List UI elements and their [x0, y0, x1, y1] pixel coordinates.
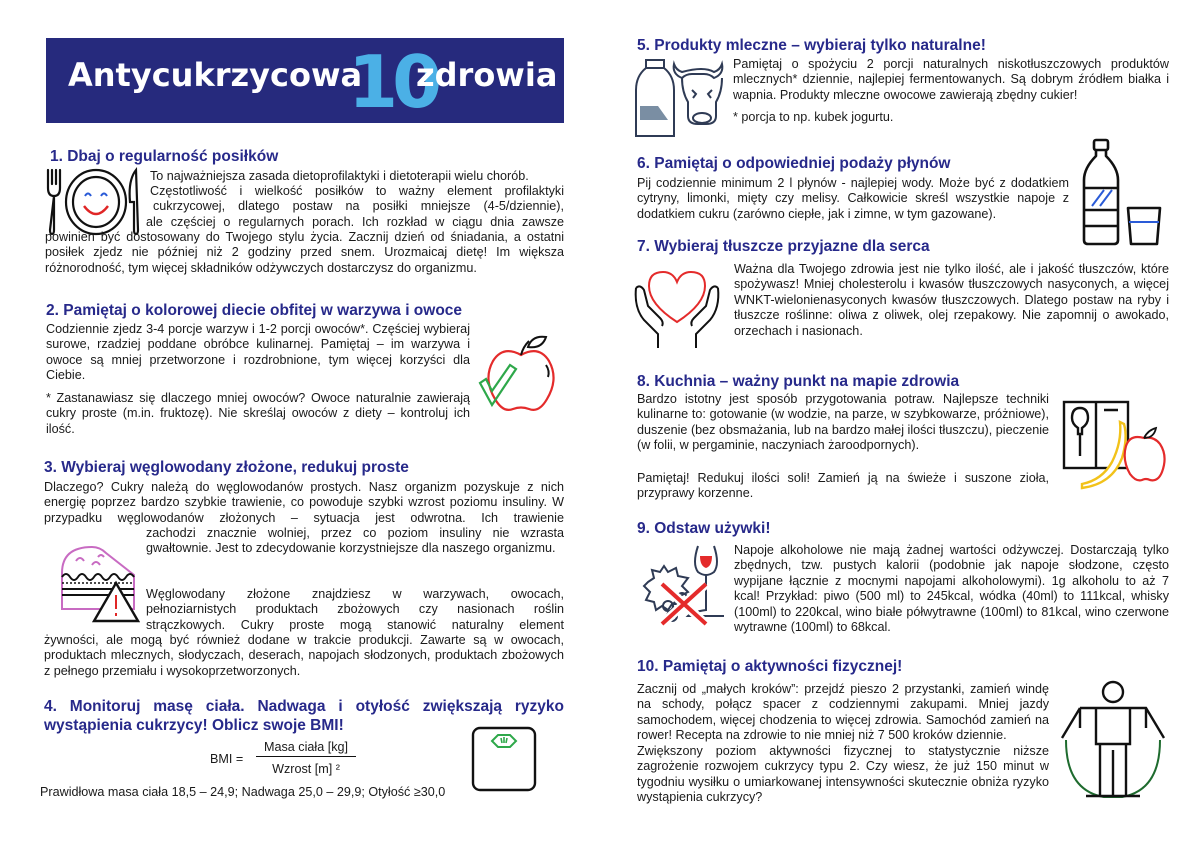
section-4-heading-line-2: wystąpienia cukrzycy! Oblicz swoje BMI! — [44, 717, 344, 734]
bmi-numerator: Masa ciała [kg] — [256, 740, 356, 757]
section-3-heading: 3. Wybieraj węglowodany złożone, redukuj proste — [44, 459, 409, 476]
section-4-heading-line-1: 4. Monitoruj masę ciała. Nadwaga i otyłość zwiększają ryzyko — [44, 698, 564, 715]
section-1-text: powinien być dostosowany do Twojego stylu życia. Zacznij dzień od śniadania, a ostatni posiłek zjedz nie później niż 2 godziny przed snem. Urozmaicaj dietę! Im większa różnorodność, tym więcej składników odżywczych dostarczysz do organizmu. — [45, 230, 564, 275]
bmi-label: BMI = — [210, 752, 244, 766]
section-1-line-2: Częstotliwość i wielkość posiłków to ważny element profilaktyki — [150, 184, 564, 198]
section-7-text: Ważna dla Twojego zdrowia jest nie tylko ilość, ale i jakość tłuszczów, które spożywasz! Mniej cholesterolu i kwasów tłuszczowych nasyconych, a więcej WNKT-wielonienasyconych kwasów tłuszczowych. Dlatego postaw na ryby i tłuszcze roślinne: oliwa z oliwek, olej rzepakowy. Nie zapomnij o awokado, orzechach i nasionach. — [734, 262, 1169, 338]
section-10-heading: 10. Pamiętaj o aktywności fizycznej! — [637, 658, 903, 675]
title-number: 10 — [348, 40, 437, 124]
section-3-text-top: Dlaczego? Cukry należą do węglowodanów prostych. Nasz organizm pozyskuje z nich energię poprzez bardzo szybkie trawienie, co powoduje szybki wzrost poziomu insuliny. W przypadku węglowodanów złożonych – sytuacja jest odwrotna. Ich trawienie — [44, 480, 564, 525]
no-alcohol-icon — [640, 544, 732, 630]
water-bottle-glass-icon — [1080, 138, 1172, 248]
plate-cutlery-smile-icon — [44, 166, 149, 238]
title-word-1: Antycukrzycowa — [68, 56, 363, 94]
apple-checkmark-icon — [476, 335, 566, 415]
hands-heart-icon — [632, 262, 722, 352]
section-3-text-side-2: Węglowodany złożone znajdziesz w warzywach, owocach, pełnoziarnistych produktach zbożowych czy nasionach roślin strączkowych. Cukry proste mogą stanowić naturalny element — [146, 587, 564, 632]
section-1-heading: 1. Dbaj o regularność posiłków — [50, 148, 279, 165]
bathroom-scale-icon — [470, 725, 540, 795]
section-1-line-3: cukrzycowej, dlatego postaw na posiłki mniejsze (4-5/dziennie), — [153, 199, 564, 213]
section-3-text-bottom: żywności, ale mogą być również dodane w trakcie produkcji. Zawarte są w owocach, produktach mlecznych, słodyczach, deserach, napojach słodzonych, produktach zbożowych z pełnego przemiału i wysokoprzetworzonych. — [44, 633, 564, 678]
section-10-text-2: Zwiększony poziom aktywności fizycznej to statystycznie niższe zagrożenie rozwojem cukrzycy typu 2. Czy wiesz, że już 150 minut w tygodniu wysiłku o umiarkowanej intensywności skutecznie obniża ryzyko wystąpienia cukrzycy? — [637, 744, 1049, 805]
bmi-denominator: Wzrost [m] ² — [272, 762, 340, 776]
title-word-2: zdrowia — [416, 56, 558, 94]
bmi-ranges: Prawidłowa masa ciała 18,5 – 24,9; Nadwaga 25,0 – 29,9; Otyłość ≥30,0 — [40, 785, 446, 799]
section-1-line-1: To najważniejsza zasada dietoprofilaktyki i dietoterapii wielu chorób. — [150, 169, 529, 183]
milk-bottle-cow-icon — [634, 58, 726, 140]
section-8-text: Bardzo istotny jest sposób przygotowania potraw. Najlepsze techniki kulinarne to: gotowanie (w wodzie, na parze, w szybkowarze, próżniowe), duszenie (bez obsmażania, lub na bardzo małej ilości tłuszczu), pieczenie (w folii, w pergaminie, naczyniach żaroodpornych). — [637, 392, 1049, 453]
section-10-text: Zacznij od „małych kroków”: przejdź pieszo 2 przystanki, zamień windę na schody, połącz spacer z codziennymi zakupami. Mniej jazdy samochodem, więcej chodzenia to więcej zdrowia. Samochód zamień na rower! Recepta na zdrowie to nie mniej niż 7 500 kroków dziennie. — [637, 682, 1049, 743]
section-3-text-side: zachodzi znacznie wolniej, przez co poziom insuliny nie wzrasta gwałtownie. Jest to zdecydowanie korzystniejsze dla naszego organizmu. — [146, 526, 564, 556]
kitchen-fruit-icon — [1060, 398, 1170, 490]
section-2-note: * Zastanawiasz się dlaczego mniej owoców? Owoce naturalnie zawierają cukry proste (m.in. fruktozę). Nie skreślaj owoców z diety – kontroluj ich ilość. — [46, 391, 470, 436]
cake-warning-icon — [58, 543, 140, 623]
section-8-heading: 8. Kuchnia – ważny punkt na mapie zdrowia — [637, 373, 960, 390]
section-9-heading: 9. Odstaw używki! — [637, 520, 771, 537]
section-5-heading: 5. Produkty mleczne – wybieraj tylko naturalne! — [637, 37, 986, 54]
jump-rope-person-icon — [1060, 678, 1166, 798]
section-7-heading: 7. Wybieraj tłuszcze przyjazne dla serca — [637, 238, 930, 255]
section-9-text: Napoje alkoholowe nie mają żadnej wartości odżywczej. Dostarczają tylko zbędnych, tzw. pustych kalorii (podobnie jak napoje słodzone, często wypijane łącznie z mocnymi napojami alkoholowymi). 1g alkoholu to aż 7 kcal! Przykład: piwo (500 ml) to 245kcal, wódka (40ml) to 111kcal, whisky (100ml) to 220kcal, wino białe półwytrawne (100ml) to 81kcal, wino czerwone wytrawne (100ml) to 68kcal. — [734, 543, 1169, 635]
section-6-text: Pij codziennie minimum 2 l płynów - najlepiej wody. Może być z dodatkiem cytryny, limonki, mięty czy melisy. Całkowicie skreśl wszystkie napoje z dodatkiem cukru (zarówno ciepłe, jak i zimne, w tym gazowane). — [637, 176, 1069, 221]
section-5-note: * porcja to np. kubek jogurtu. — [733, 110, 894, 124]
section-1-line-4: ale częściej o regularnych porach. Ich rozkład w ciągu dnia zawsze — [146, 215, 564, 229]
section-8-note: Pamiętaj! Redukuj ilości soli! Zamień ją na świeże i suszone zioła, przyprawy korzenne. — [637, 471, 1049, 501]
section-5-text: Pamiętaj o spożyciu 2 porcji naturalnych niskotłuszczowych produktów mlecznych* dziennie, najlepiej fermentowanych. Są dobrym źródłem białka i wapnia. Produkty mleczne owocowe zawierają zbędny cukier! — [733, 57, 1169, 102]
section-2-text: Codziennie zjedz 3-4 porcje warzyw i 1-2 porcji owoców*. Częściej wybieraj surowe, rzadziej poddane obróbce kulinarnej. Pamiętaj – im warzywa i owoce są mniej przetworzone i rozdrobnione, tym więcej korzyści dla Ciebie. — [46, 322, 470, 383]
section-2-heading: 2. Pamiętaj o kolorowej diecie obfitej w warzywa i owoce — [46, 302, 463, 319]
section-6-heading: 6. Pamiętaj o odpowiedniej podaży płynów — [637, 155, 951, 172]
title-banner — [46, 38, 564, 123]
